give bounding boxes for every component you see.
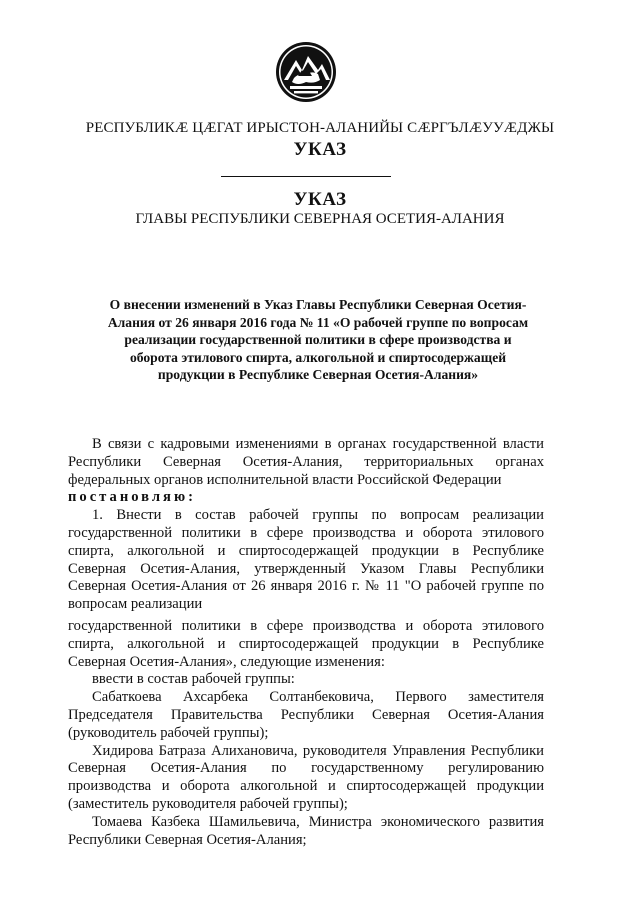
head-of-republic-russian: ГЛАВЫ РЕСПУБЛИКИ СЕВЕРНАЯ ОСЕТИЯ-АЛАНИЯ xyxy=(135,211,505,227)
item-1-paragraph: 1. Внести в состав рабочей группы по вопросам реализации государственной политики в сфере производства и оборота этилового спирта, алкогольной и спиртосодержащей продукции в Республике Северная Осетия-Алания, утвержденный Указом Главы Республики Северная Осетия-Алания от 26 января 2016 г. № 11 "О рабочей группе по вопросам реализации xyxy=(68,507,544,613)
coat-of-arms-emblem xyxy=(274,40,338,104)
header-divider xyxy=(221,176,391,177)
title-line: оборота этилового спирта, алкогольной и спиртосодержащей xyxy=(129,349,507,365)
preamble-paragraph: В связи с кадровыми изменениями в органах государственной власти Республики Северная Осетия-Алания, территориальных органах федеральных органов исполнительной власти Российской Федерации xyxy=(68,436,544,488)
title-line: продукции в Республике Северная Осетия-Алания» xyxy=(157,367,479,383)
item-1-continuation: государственной политики в сфере производства и оборота этилового спирта, алкогольной и спиртосодержащей продукции в Республике Северная Осетия-Алания», следующие изменения: xyxy=(68,617,544,670)
ukaz-russian-heading: УКАЗ xyxy=(293,189,347,210)
decree-title xyxy=(68,296,568,384)
ukaz-ossetian-heading: УКАЗ xyxy=(293,139,347,160)
member-paragraph-2: Хидирова Батраза Алихановича, руководителя Управления Республики Северная Осетия-Алания по государственному регулированию производства и оборота алкогольной и спиртосодержащей продукции (заместитель руководителя рабочей группы); xyxy=(68,742,544,812)
title-line: Алания от 26 января 2016 года № 11 «О рабочей группе по вопросам xyxy=(107,314,529,330)
decree-word-paragraph xyxy=(68,489,544,507)
member-paragraph-1: Сабаткоева Ахсарбека Солтанбековича, Первого заместителя Председателя Правительства Республики Северная Осетия-Алания (руководитель рабочей группы); xyxy=(68,689,544,741)
title-line: реализации государственной политики в сфере производства и xyxy=(124,332,512,348)
members-intro: ввести в состав рабочей группы: xyxy=(92,671,295,688)
decree-word: постановляю: xyxy=(68,489,196,506)
member-paragraph-3: Томаева Казбека Шамильевича, Министра экономического развития Республики Северная Осетия-Алания; xyxy=(68,813,544,848)
decree-body xyxy=(68,436,544,849)
title-line: О внесении изменений в Указ Главы Республики Северная Осетия- xyxy=(109,297,527,312)
republic-name-ossetian: РЕСПУБЛИКӔ ЦӔГАТ ИРЫСТОН-АЛАНИЙЫ СӔРГЪЛӔУУӔДЖЫ xyxy=(85,120,555,136)
